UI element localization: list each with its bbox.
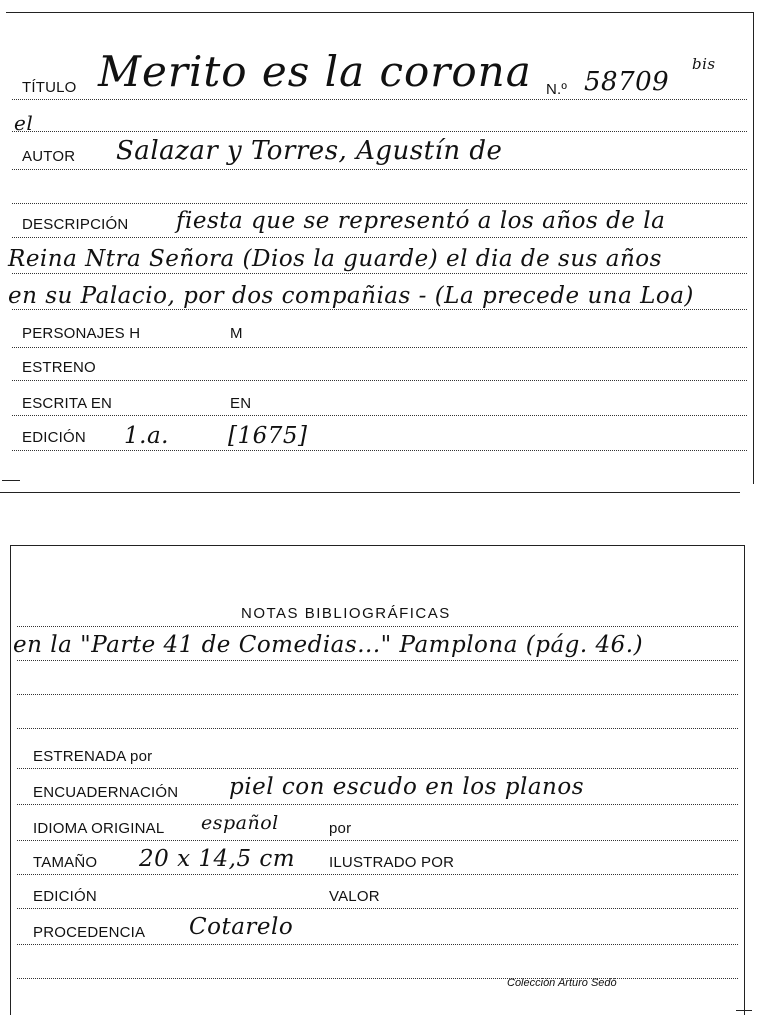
- autor-value: Salazar y Torres, Agustín de: [116, 136, 503, 166]
- numero-suffix: bis: [692, 55, 716, 73]
- descripcion-line-c: [12, 309, 747, 310]
- numero-label: N.º: [546, 81, 568, 98]
- personajes-line: [12, 347, 747, 348]
- notas-line-2: [17, 660, 738, 661]
- procedencia-line-2: [17, 978, 738, 979]
- estrenada-line: [17, 768, 738, 769]
- idioma-label: IDIOMA ORIGINAL: [33, 820, 165, 837]
- titulo-line: [12, 99, 747, 100]
- encuadernacion-value: piel con escudo en los planos: [229, 774, 585, 800]
- corner-mark: [2, 480, 20, 481]
- edicion-year: [1675]: [228, 423, 308, 449]
- procedencia-value: Cotarelo: [189, 914, 294, 940]
- descripcion-line: [12, 237, 747, 238]
- edicion-line: [12, 450, 747, 451]
- ilustrado-label: ILUSTRADO POR: [329, 854, 455, 871]
- encuadernacion-line: [17, 804, 738, 805]
- notas-line-4: [17, 728, 738, 729]
- edicion-label: EDICIÓN: [22, 429, 86, 446]
- titulo-value: Merito es la corona: [98, 47, 532, 96]
- notas-value: en la "Parte 41 de Comedias..." Pamplona (pág. 46.): [13, 632, 644, 658]
- tamano-line: [17, 874, 738, 875]
- procedencia-line: [17, 944, 738, 945]
- descripcion-line-1: fiesta que se representó a los años de la: [176, 208, 666, 234]
- descripcion-line-b: [12, 273, 747, 274]
- tamano-label: TAMAÑO: [33, 854, 98, 871]
- titulo-line-2: [12, 131, 747, 132]
- estrenada-label: ESTRENADA por: [33, 748, 153, 765]
- escrita-en-label: EN: [230, 395, 252, 412]
- descripcion-line-3: en su Palacio, por dos compañias - (La precede una Loa): [8, 283, 694, 309]
- escrita-line: [12, 415, 747, 416]
- descripcion-label: DESCRIPCIÓN: [22, 216, 129, 233]
- card-bottom-edge: [0, 492, 740, 493]
- corner-mark-2: [736, 1010, 752, 1011]
- idioma-line: [17, 840, 738, 841]
- catalog-card-notes: [10, 545, 745, 1015]
- autor-line-2: [12, 203, 747, 204]
- tamano-value: 20 x 14,5 cm: [139, 846, 296, 872]
- autor-label: AUTOR: [22, 148, 76, 165]
- valor-label: VALOR: [329, 888, 380, 905]
- notas-heading: NOTAS BIBLIOGRÁFICAS: [241, 605, 451, 622]
- autor-line: [12, 169, 747, 170]
- titulo-continuation: el: [14, 111, 34, 135]
- coleccion-label: Colección Arturo Sedó: [507, 977, 617, 989]
- personajes-m-label: M: [230, 325, 243, 342]
- escrita-label: ESCRITA EN: [22, 395, 113, 412]
- estreno-label: ESTRENO: [22, 359, 96, 376]
- edicion2-label: EDICIÓN: [33, 888, 97, 905]
- titulo-label: TÍTULO: [22, 79, 77, 96]
- descripcion-line-2: Reina Ntra Señora (Dios la guarde) el dia de sus años: [8, 246, 662, 272]
- encuadernacion-label: ENCUADERNACIÓN: [33, 784, 179, 801]
- edicion-value: 1.a.: [124, 423, 169, 449]
- procedencia-label: PROCEDENCIA: [33, 924, 146, 941]
- edicion2-line: [17, 908, 738, 909]
- numero-value: 58709: [584, 67, 670, 97]
- idioma-por-label: por: [329, 820, 352, 837]
- personajes-label: PERSONAJES H: [22, 325, 141, 342]
- idioma-value: español: [201, 812, 279, 834]
- estreno-line: [12, 380, 747, 381]
- notas-line-3: [17, 694, 738, 695]
- notas-line-1: [17, 626, 738, 627]
- catalog-card-title: [6, 12, 754, 484]
